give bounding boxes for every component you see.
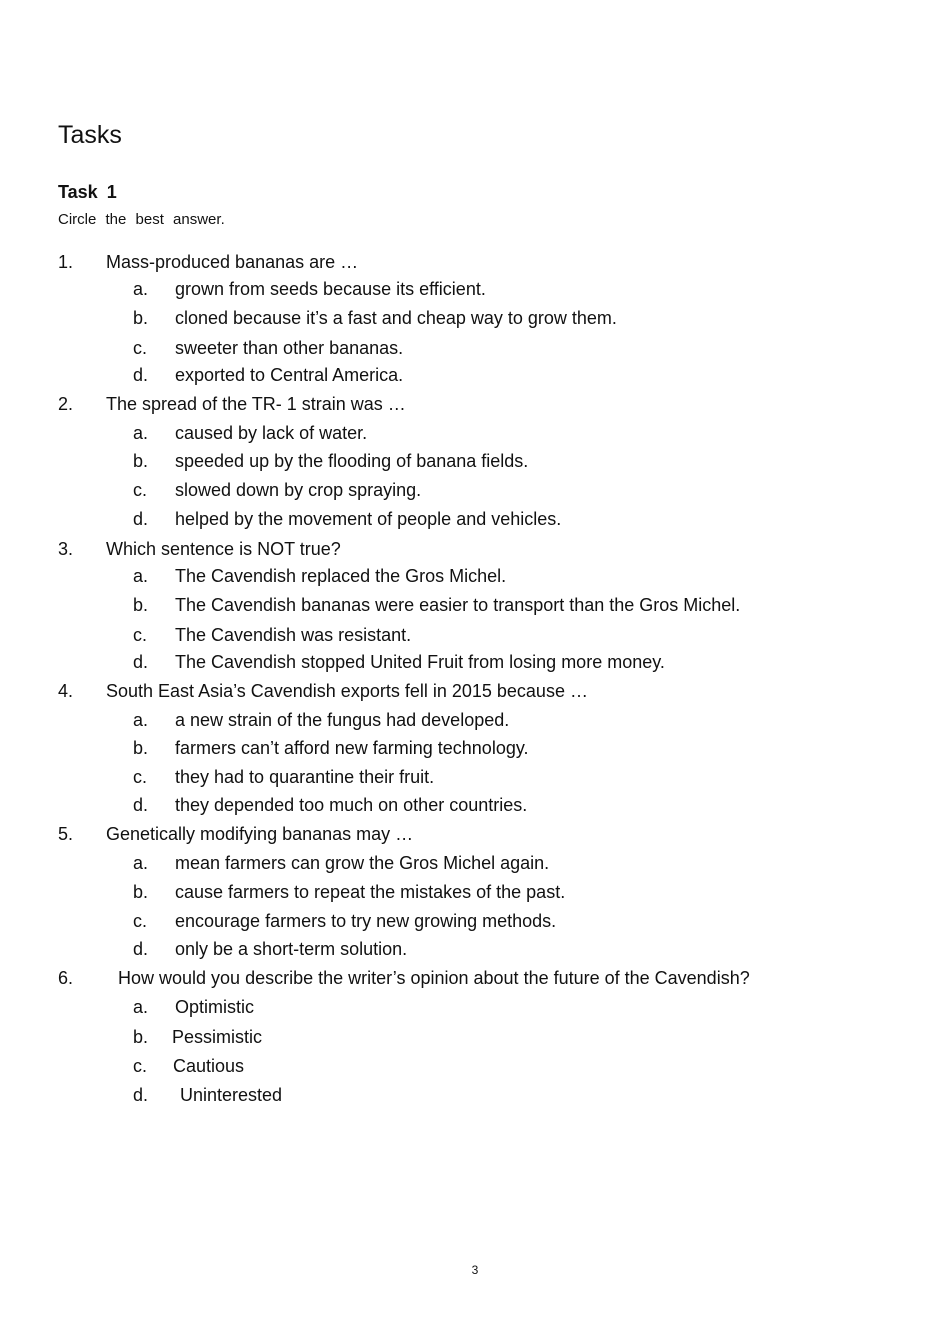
- option-letter: d.: [133, 652, 149, 672]
- question-number: 4.: [58, 681, 74, 701]
- option-1b[interactable]: [133, 307, 617, 329]
- question-text: Genetically modifying bananas may …: [106, 824, 414, 844]
- option-4a[interactable]: [133, 709, 509, 731]
- option-letter: c.: [133, 911, 148, 931]
- option-6d[interactable]: [133, 1084, 282, 1106]
- option-text: farmers can’t afford new farming technology.: [175, 738, 529, 758]
- option-letter: a.: [133, 710, 149, 730]
- option-text: cause farmers to repeat the mistakes of the past.: [175, 882, 566, 902]
- option-text: Uninterested: [180, 1085, 283, 1105]
- question-2: [58, 393, 406, 415]
- option-text: sweeter than other bananas.: [175, 338, 404, 358]
- option-3d[interactable]: [133, 651, 665, 673]
- option-letter: d.: [133, 509, 149, 529]
- option-1c[interactable]: [133, 337, 403, 359]
- option-4b[interactable]: [133, 737, 529, 759]
- option-text: slowed down by crop spraying.: [175, 480, 422, 500]
- option-text: mean farmers can grow the Gros Michel again.: [175, 853, 550, 873]
- question-text: The spread of the TR- 1 strain was …: [106, 394, 406, 414]
- option-3b[interactable]: [133, 594, 740, 616]
- option-3a[interactable]: [133, 565, 506, 587]
- question-number: 5.: [58, 824, 74, 844]
- question-3: [58, 538, 341, 560]
- option-1d[interactable]: [133, 364, 403, 386]
- option-letter: c.: [133, 625, 148, 645]
- option-letter: b.: [133, 738, 149, 758]
- option-5a[interactable]: [133, 852, 549, 874]
- option-letter: d.: [133, 795, 149, 815]
- option-text: The Cavendish replaced the Gros Michel.: [175, 566, 507, 586]
- option-letter: b.: [133, 595, 149, 615]
- option-2a[interactable]: [133, 422, 367, 444]
- option-text: Optimistic: [175, 997, 255, 1017]
- option-4d[interactable]: [133, 794, 527, 816]
- option-text: Pessimistic: [172, 1027, 263, 1047]
- option-letter: d.: [133, 365, 149, 385]
- option-letter: d.: [133, 939, 149, 959]
- option-text: exported to Central America.: [175, 365, 404, 385]
- option-4c[interactable]: [133, 766, 434, 788]
- page-title: Tasks: [58, 121, 122, 149]
- option-3c[interactable]: [133, 624, 411, 646]
- option-text: The Cavendish bananas were easier to transport than the Gros Michel.: [175, 595, 741, 615]
- option-letter: c.: [133, 767, 148, 787]
- option-text: encourage farmers to try new growing methods.: [175, 911, 557, 931]
- question-4: [58, 680, 588, 702]
- task-instruction: Circle the best answer.: [58, 211, 225, 228]
- page-number: 3: [471, 1263, 479, 1277]
- option-text: Cautious: [173, 1056, 245, 1076]
- option-text: caused by lack of water.: [175, 423, 368, 443]
- option-5d[interactable]: [133, 938, 407, 960]
- option-letter: b.: [133, 308, 149, 328]
- question-text: Which sentence is NOT true?: [106, 539, 341, 559]
- option-6c[interactable]: [133, 1055, 244, 1077]
- question-6: [58, 967, 750, 989]
- option-2d[interactable]: [133, 508, 561, 530]
- option-text: they had to quarantine their fruit.: [175, 767, 435, 787]
- option-text: The Cavendish stopped United Fruit from losing more money.: [175, 652, 665, 672]
- option-letter: a.: [133, 279, 149, 299]
- option-letter: b.: [133, 451, 149, 471]
- option-text: they depended too much on other countries.: [175, 795, 528, 815]
- question-number: 6.: [58, 968, 74, 988]
- option-letter: a.: [133, 853, 149, 873]
- option-letter: c.: [133, 480, 148, 500]
- option-1a[interactable]: [133, 278, 486, 300]
- option-text: speeded up by the flooding of banana fields.: [175, 451, 529, 471]
- option-text: helped by the movement of people and vehicles.: [175, 509, 562, 529]
- option-letter: a.: [133, 423, 149, 443]
- option-2b[interactable]: [133, 450, 528, 472]
- option-letter: c.: [133, 338, 148, 358]
- option-letter: d.: [133, 1085, 149, 1105]
- option-text: only be a short-term solution.: [175, 939, 408, 959]
- question-1: [58, 251, 358, 273]
- option-2c[interactable]: [133, 479, 421, 501]
- question-number: 3.: [58, 539, 74, 559]
- option-text: The Cavendish was resistant.: [175, 625, 412, 645]
- option-text: a new strain of the fungus had developed.: [175, 710, 510, 730]
- option-6b[interactable]: [133, 1026, 262, 1048]
- option-letter: b.: [133, 882, 149, 902]
- task-title: Task 1: [58, 182, 117, 202]
- option-letter: a.: [133, 566, 149, 586]
- option-text: grown from seeds because its efficient.: [175, 279, 486, 299]
- question-text: South East Asia’s Cavendish exports fell in 2015 because …: [106, 681, 588, 701]
- option-letter: a.: [133, 997, 149, 1017]
- question-text: How would you describe the writer’s opinion about the future of the Cavendish?: [118, 968, 750, 988]
- option-text: cloned because it’s a fast and cheap way to grow them.: [175, 308, 617, 328]
- option-letter: b.: [133, 1027, 149, 1047]
- question-number: 2.: [58, 394, 74, 414]
- option-letter: c.: [133, 1056, 148, 1076]
- option-5c[interactable]: [133, 910, 556, 932]
- option-5b[interactable]: [133, 881, 565, 903]
- question-number: 1.: [58, 252, 74, 272]
- option-6a[interactable]: [133, 996, 254, 1018]
- question-text: Mass-produced bananas are …: [106, 252, 359, 272]
- question-5: [58, 823, 413, 845]
